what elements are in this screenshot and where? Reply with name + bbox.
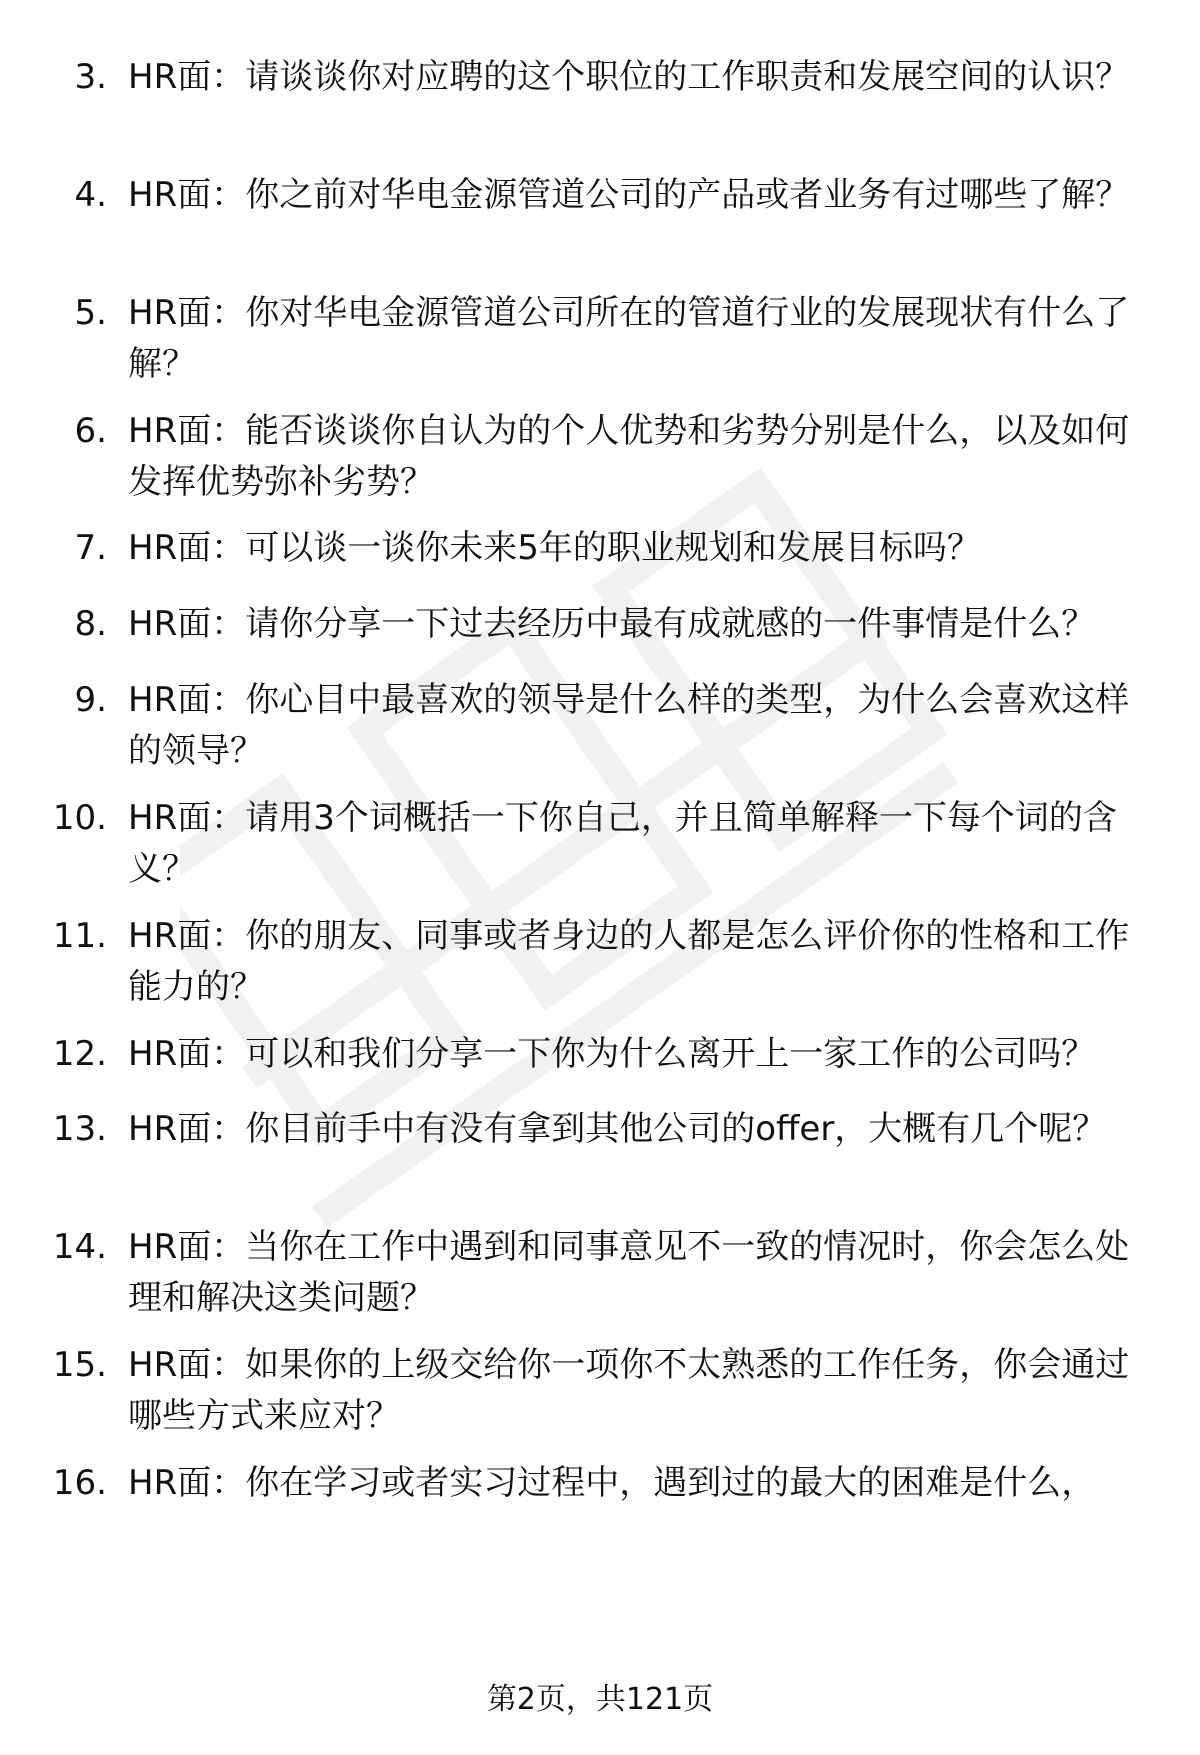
item-text: HR面：你在学习或者实习过程中，遇到过的最大的困难是什么， bbox=[128, 1463, 1096, 1503]
item-text: HR面：你心目中最喜欢的领导是什么样的类型，为什么会喜欢这样的领导？ bbox=[128, 680, 1130, 771]
item-text: HR面：可以和我们分享一下你为什么离开上一家工作的公司吗？ bbox=[128, 1034, 1096, 1074]
item-text: HR面：请你分享一下过去经历中最有成就感的一件事情是什么？ bbox=[128, 604, 1096, 644]
item-number: 14. bbox=[52, 1227, 107, 1267]
item-number: 10. bbox=[52, 798, 107, 838]
item-number: 7. bbox=[74, 528, 107, 568]
item-number: 13. bbox=[52, 1109, 107, 1149]
item-text: HR面：请用3个词概括一下你自己，并且简单解释一下每个词的含义？ bbox=[128, 798, 1117, 889]
item-text: HR面：请谈谈你对应聘的这个职位的工作职责和发展空间的认识？ bbox=[128, 57, 1130, 97]
item-number: 8. bbox=[74, 604, 107, 644]
item-number: 6. bbox=[74, 411, 107, 451]
item-text: HR面：当你在工作中遇到和同事意见不一致的情况时，你会怎么处理和解决这类问题？ bbox=[128, 1227, 1130, 1318]
item-text: HR面：能否谈谈你自认为的个人优势和劣势分别是什么，以及如何发挥优势弥补劣势？ bbox=[128, 411, 1130, 502]
item-number: 3. bbox=[74, 57, 107, 97]
item-number: 4. bbox=[74, 175, 107, 215]
item-text: HR面：你目前手中有没有拿到其他公司的offer，大概有几个呢？ bbox=[128, 1109, 1107, 1149]
item-number: 5. bbox=[74, 293, 107, 333]
item-text: HR面：你的朋友、同事或者身边的人都是怎么评价你的性格和工作能力的？ bbox=[128, 916, 1130, 1007]
item-text: HR面：你之前对华电金源管道公司的产品或者业务有过哪些了解？ bbox=[128, 175, 1130, 215]
item-text: HR面：你对华电金源管道公司所在的管道行业的发展现状有什么了解？ bbox=[128, 293, 1130, 384]
item-text: HR面：如果你的上级交给你一项你不太熟悉的工作任务，你会通过哪些方式来应对？ bbox=[128, 1345, 1130, 1436]
item-number: 9. bbox=[74, 680, 107, 720]
item-number: 16. bbox=[52, 1463, 107, 1503]
item-text: HR面：可以谈一谈你未来5年的职业规划和发展目标吗？ bbox=[128, 528, 981, 568]
item-number: 15. bbox=[52, 1345, 107, 1385]
item-number: 11. bbox=[52, 916, 107, 956]
page-number: 第2页，共121页 bbox=[486, 1682, 714, 1717]
item-number: 12. bbox=[52, 1034, 107, 1074]
